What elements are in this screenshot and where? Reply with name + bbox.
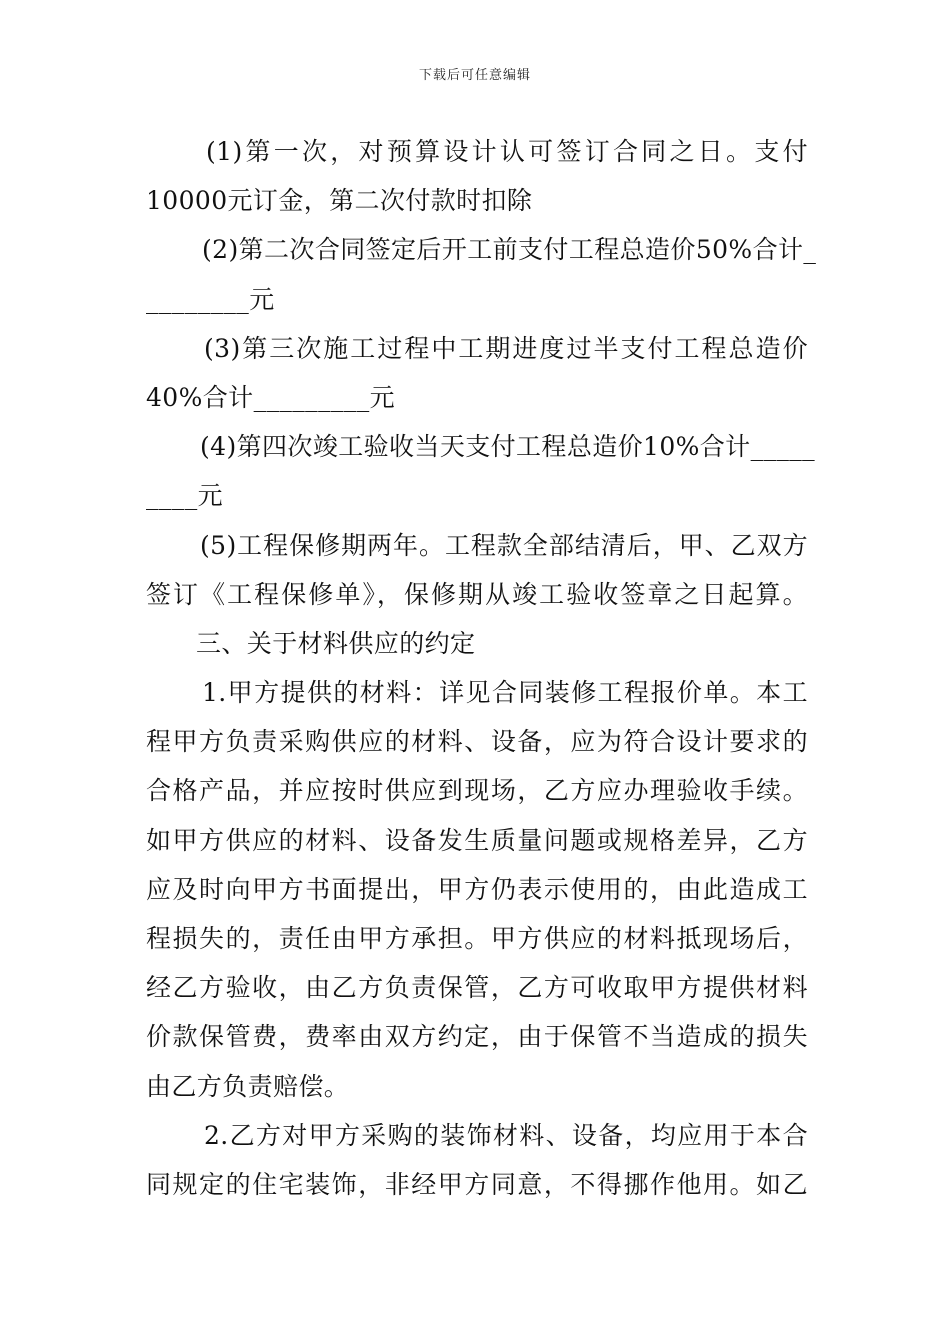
text-line: (1)第一次，对预算设计认可签订合同之日。支付 [206,137,808,166]
text-line: 经乙方验收，由乙方负责保管，乙方可收取甲方提供材料 [146,973,808,1003]
document-body [146,127,817,1209]
text-line: (5)工程保修期两年。工程款全部结清后，甲、乙双方 [200,530,808,560]
text-line: ____元 [146,481,224,511]
section-heading: 三、关于材料供应的约定 [196,628,476,658]
text-line: 合格产品，并应按时供应到现场，乙方应办理验收手续。 [146,776,808,806]
text-line: 价款保管费，费率由双方约定，由于保管不当造成的损失 [146,1022,808,1052]
header-note: 下载后可任意编辑 [418,68,531,83]
text-line: (3)第三次施工过程中工期进度过半支付工程总造价 [204,333,808,363]
text-line: 程甲方负责采购供应的材料、设备，应为符合设计要求的 [146,727,808,757]
text-line: 同规定的住宅装饰，非经甲方同意，不得挪作他用。如乙 [146,1169,808,1199]
text-line: 如甲方供应的材料、设备发生质量问题或规格差异，乙方 [146,825,808,855]
text-line: 2.乙方对甲方采购的装饰材料、设备，均应用于本合 [204,1120,808,1150]
text-line: 签订《工程保修单》，保修期从竣工验收签章之日起算。 [146,579,808,609]
text-line: 程损失的，责任由甲方承担。甲方供应的材料抵现场后， [146,924,808,953]
text-line: 40%合计_________元 [146,382,396,412]
text-line: ________元 [146,284,275,314]
text-line: 1.甲方提供的材料：详见合同装修工程报价单。本工 [202,678,808,708]
text-line: 由乙方负责赔偿。 [146,1071,350,1101]
text-line: 应及时向甲方书面提出，甲方仍表示使用的，由此造成工 [146,874,808,904]
text-line: 10000元订金，第二次付款时扣除 [146,186,533,216]
text-line: (2)第二次合同签定后开工前支付工程总造价50%合计_ [202,235,817,265]
text-line: (4)第四次竣工验收当天支付工程总造价10%合计_____ [200,432,816,462]
